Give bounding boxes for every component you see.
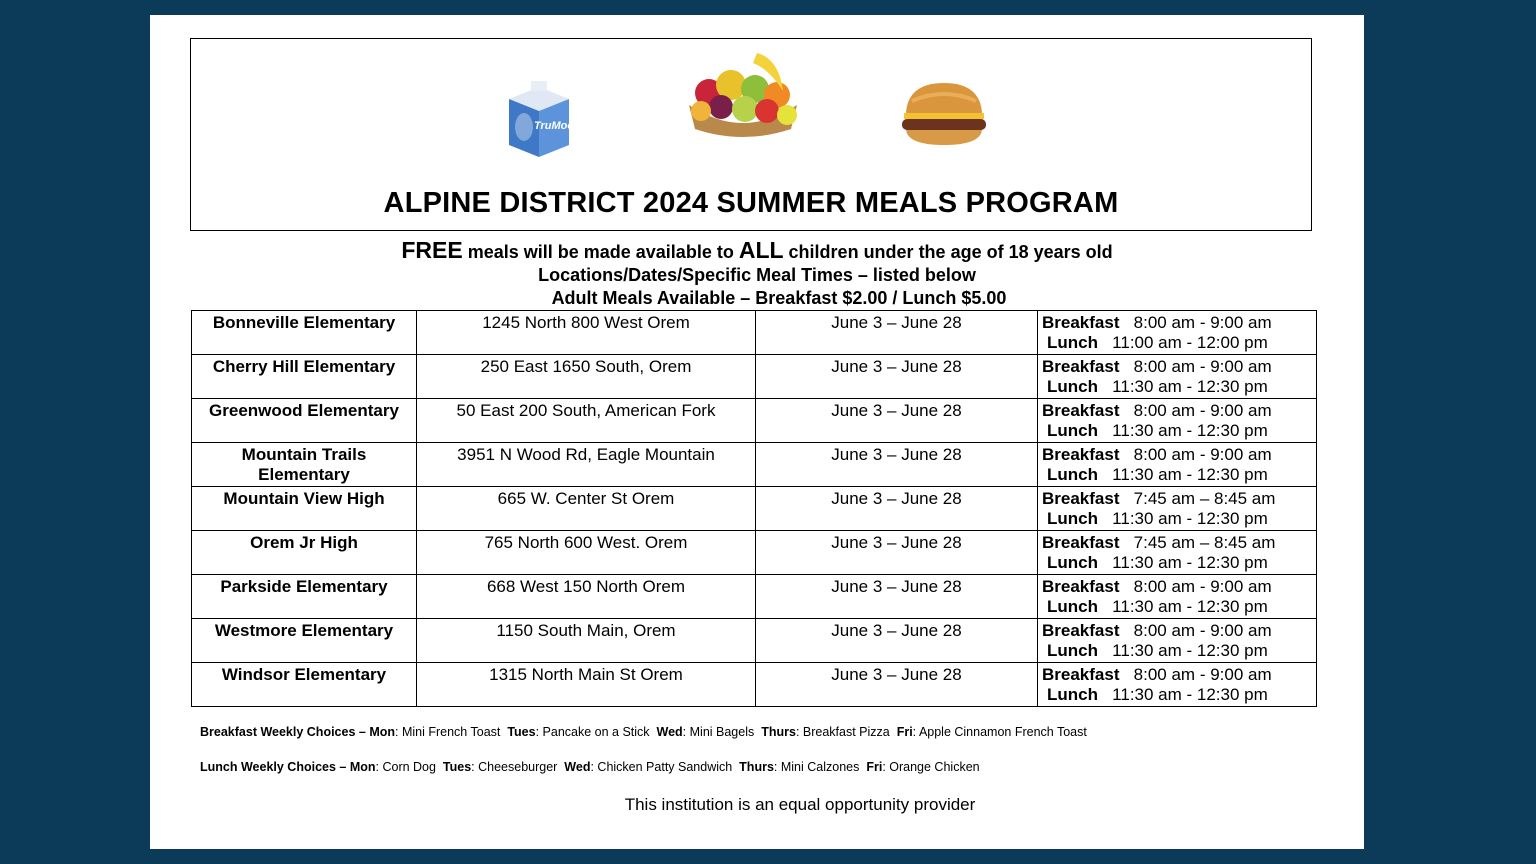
intro-locations: Locations/Dates/Specific Meal Times – listed below <box>538 265 976 285</box>
breakfast-label: Breakfast <box>1042 621 1120 640</box>
table-row <box>192 311 1317 355</box>
breakfast-time: 8:00 am - 9:00 am <box>1133 313 1272 332</box>
service-dates: June 3 – June 28 <box>756 619 1038 663</box>
service-dates: June 3 – June 28 <box>756 531 1038 575</box>
lunch-label: Lunch <box>1047 421 1098 440</box>
school-address: 668 West 150 North Orem <box>417 575 756 619</box>
breakfast-time-line <box>1042 577 1312 597</box>
meal-times <box>1038 531 1317 575</box>
table-row <box>192 619 1317 663</box>
school-name: Mountain View High <box>192 487 417 531</box>
meal-times <box>1038 443 1317 487</box>
lunch-time-line <box>1042 465 1312 485</box>
breakfast-time-line <box>1042 445 1312 465</box>
lunch-label: Lunch <box>1047 465 1098 484</box>
choice-day: Tues <box>507 725 536 739</box>
meal-times <box>1038 311 1317 355</box>
breakfast-time: 8:00 am - 9:00 am <box>1133 621 1272 640</box>
choice-item: Breakfast Pizza <box>802 725 890 739</box>
lunch-time-line <box>1042 377 1312 397</box>
lunch-label: Lunch <box>1047 333 1098 352</box>
header-box <box>190 38 1312 231</box>
school-address: 765 North 600 West. Orem <box>417 531 756 575</box>
lunch-time-line <box>1042 685 1312 705</box>
choice-day: Thurs <box>761 725 796 739</box>
breakfast-time-line <box>1042 313 1312 333</box>
school-name: Windsor Elementary <box>192 663 417 707</box>
breakfast-time-line <box>1042 489 1312 509</box>
breakfast-time-line <box>1042 401 1312 421</box>
intro-text-b: children under the age of 18 years old <box>783 242 1113 262</box>
intro-free-word: FREE <box>401 237 463 263</box>
lunch-time: 11:00 am - 12:00 pm <box>1112 333 1268 352</box>
lunch-time-line <box>1042 597 1312 617</box>
breakfast-choices: Breakfast Weekly Choices – Mon: Mini French Toast Tues: Pancake on a Stick Wed: Mini Bagels Thurs: Breakfast Pizza Fri: Apple Cinnamon French Toast <box>200 725 1087 739</box>
choice-day: Fri <box>866 760 883 774</box>
lunch-time: 11:30 am - 12:30 pm <box>1112 597 1268 616</box>
service-dates: June 3 – June 28 <box>756 311 1038 355</box>
lunch-time: 11:30 am - 12:30 pm <box>1112 377 1268 396</box>
table-row <box>192 355 1317 399</box>
choice-item: Cheeseburger <box>478 760 558 774</box>
table-row <box>192 663 1317 707</box>
breakfast-time: 8:00 am - 9:00 am <box>1133 577 1272 596</box>
lunch-time: 11:30 am - 12:30 pm <box>1112 421 1268 440</box>
lunch-time-line <box>1042 641 1312 661</box>
service-dates: June 3 – June 28 <box>756 663 1038 707</box>
lunch-label: Lunch <box>1047 509 1098 528</box>
choice-day: Wed <box>564 760 591 774</box>
choice-day: Thurs <box>739 760 774 774</box>
school-name: Greenwood Elementary <box>192 399 417 443</box>
breakfast-label: Breakfast <box>1042 665 1120 684</box>
footer-note: This institution is an equal opportunity provider <box>624 795 976 814</box>
intro-adult-meals: Adult Meals Available – Breakfast $2.00 / Lunch $5.00 <box>551 288 1007 308</box>
lunch-time-line <box>1042 509 1312 529</box>
breakfast-time: 8:00 am - 9:00 am <box>1133 445 1272 464</box>
milk-carton-text: TruMoo <box>533 120 575 132</box>
intro-free-meals <box>150 237 1364 264</box>
service-dates: June 3 – June 28 <box>756 487 1038 531</box>
service-dates: June 3 – June 28 <box>756 575 1038 619</box>
milk-carton-image <box>501 79 577 159</box>
breakfast-label: Breakfast <box>1042 445 1120 464</box>
table-row <box>192 443 1317 487</box>
sites-table <box>191 310 1317 707</box>
choice-day: Mon <box>349 760 376 774</box>
breakfast-label: Breakfast <box>1042 401 1120 420</box>
lunch-label: Lunch <box>1047 597 1098 616</box>
choice-item: Apple Cinnamon French Toast <box>918 725 1087 739</box>
breakfast-label: Breakfast <box>1042 357 1120 376</box>
breakfast-time-line <box>1042 621 1312 641</box>
school-name: Bonneville Elementary <box>192 311 417 355</box>
lunch-time: 11:30 am - 12:30 pm <box>1112 553 1268 572</box>
breakfast-time-line <box>1042 665 1312 685</box>
choice-day: Mon <box>369 725 395 739</box>
school-address: 3951 N Wood Rd, Eagle Mountain <box>417 443 756 487</box>
choice-item: Corn Dog <box>382 760 436 774</box>
choice-item: Mini Bagels <box>689 725 755 739</box>
table-row <box>192 575 1317 619</box>
school-address: 1245 North 800 West Orem <box>417 311 756 355</box>
school-address: 1315 North Main St Orem <box>417 663 756 707</box>
school-name: Mountain Trails Elementary <box>192 443 417 487</box>
intro-text-a: meals will be made available to <box>462 242 739 262</box>
breakfast-time: 8:00 am - 9:00 am <box>1133 401 1272 420</box>
lunch-time-line <box>1042 553 1312 573</box>
breakfast-choices-title: Breakfast Weekly Choices – <box>200 725 370 739</box>
cheeseburger-image <box>898 79 990 149</box>
breakfast-time: 7:45 am – 8:45 am <box>1133 489 1276 508</box>
lunch-time: 11:30 am - 12:30 pm <box>1112 685 1268 704</box>
table-row <box>192 531 1317 575</box>
lunch-choices: Lunch Weekly Choices – Mon: Corn Dog Tues: Cheeseburger Wed: Chicken Patty Sandwich Thurs: Mini Calzones Fri: Orange Chicken <box>200 760 980 774</box>
breakfast-time: 8:00 am - 9:00 am <box>1133 665 1272 684</box>
breakfast-time-line <box>1042 357 1312 377</box>
school-name: Westmore Elementary <box>192 619 417 663</box>
meal-times <box>1038 399 1317 443</box>
page-title: ALPINE DISTRICT 2024 SUMMER MEALS PROGRAM <box>383 187 1119 219</box>
lunch-choices-title: Lunch Weekly Choices – <box>200 760 350 774</box>
breakfast-time: 8:00 am - 9:00 am <box>1133 357 1272 376</box>
lunch-time: 11:30 am - 12:30 pm <box>1112 641 1268 660</box>
service-dates: June 3 – June 28 <box>756 399 1038 443</box>
intro-all-word: ALL <box>738 237 784 263</box>
choice-item: Orange Chicken <box>889 760 980 774</box>
meal-times <box>1038 575 1317 619</box>
breakfast-label: Breakfast <box>1042 313 1120 332</box>
choice-day: Tues <box>442 760 472 774</box>
lunch-time-line <box>1042 333 1312 353</box>
school-name: Cherry Hill Elementary <box>192 355 417 399</box>
fruit-basket-image <box>679 45 807 145</box>
school-address: 1150 South Main, Orem <box>417 619 756 663</box>
lunch-label: Lunch <box>1047 641 1098 660</box>
school-name: Orem Jr High <box>192 531 417 575</box>
breakfast-label: Breakfast <box>1042 489 1120 508</box>
meal-times <box>1038 487 1317 531</box>
school-address: 50 East 200 South, American Fork <box>417 399 756 443</box>
breakfast-label: Breakfast <box>1042 577 1120 596</box>
school-name: Parkside Elementary <box>192 575 417 619</box>
choice-day: Fri <box>896 725 913 739</box>
choice-item: Chicken Patty Sandwich <box>597 760 733 774</box>
choice-item: Mini Calzones <box>780 760 860 774</box>
lunch-time: 11:30 am - 12:30 pm <box>1112 509 1268 528</box>
choice-item: Mini French Toast <box>401 725 501 739</box>
table-row <box>192 487 1317 531</box>
lunch-time: 11:30 am - 12:30 pm <box>1112 465 1268 484</box>
table-row <box>192 399 1317 443</box>
choice-day: Wed <box>656 725 683 739</box>
school-address: 665 W. Center St Orem <box>417 487 756 531</box>
service-dates: June 3 – June 28 <box>756 355 1038 399</box>
lunch-label: Lunch <box>1047 685 1098 704</box>
meal-times <box>1038 619 1317 663</box>
breakfast-label: Breakfast <box>1042 533 1120 552</box>
flyer-page <box>150 15 1364 849</box>
lunch-label: Lunch <box>1047 553 1098 572</box>
breakfast-time-line <box>1042 533 1312 553</box>
meal-times <box>1038 355 1317 399</box>
breakfast-time: 7:45 am – 8:45 am <box>1133 533 1276 552</box>
choice-item: Pancake on a Stick <box>542 725 650 739</box>
service-dates: June 3 – June 28 <box>756 443 1038 487</box>
lunch-label: Lunch <box>1047 377 1098 396</box>
lunch-time-line <box>1042 421 1312 441</box>
school-address: 250 East 1650 South, Orem <box>417 355 756 399</box>
meal-times <box>1038 663 1317 707</box>
